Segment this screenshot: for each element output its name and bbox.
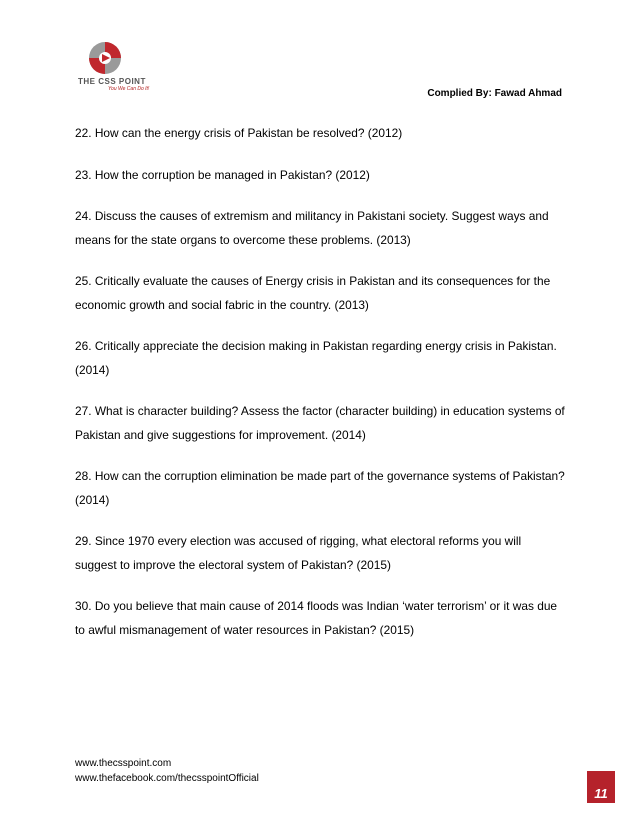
- logo-tagline: You We Can Do It!: [108, 86, 150, 92]
- question-item: 24. Discuss the causes of extremism and militancy in Pakistani society. Suggest ways and means for the state organs to overcome these problems. (2013): [75, 209, 549, 247]
- question-item: 30. Do you believe that main cause of 2014 floods was Indian ‘water terrorism’ or it was due to awful mismanagement of water resources in Pakistan? (2015): [75, 599, 558, 637]
- page-number: 11: [587, 771, 615, 803]
- footer: [75, 756, 259, 786]
- question-list: [75, 122, 565, 660]
- question-item: 29. Since 1970 every election was accused of rigging, what electoral reforms you will suggest to improve the electoral system of Pakistan? (2015): [75, 534, 522, 572]
- question-item: 23. How the corruption be managed in Pakistan? (2012): [75, 167, 370, 182]
- facebook-link[interactable]: www.thefacebook.com/thecsspointOfficial: [75, 773, 259, 784]
- website-link[interactable]: www.thecsspoint.com: [75, 758, 172, 769]
- question-item: 28. How can the corruption elimination be made part of the governance systems of Pakistan? (2014): [75, 469, 565, 507]
- question-item: 27. What is character building? Assess the factor (character building) in education systems of Pakistan and give suggestions for improvement. (2014): [75, 404, 565, 442]
- question-item: 25. Critically evaluate the causes of Energy crisis in Pakistan and its consequences for the economic growth and social fabric in the country. (2013): [75, 274, 551, 312]
- compiled-by: Complied By: Fawad Ahmad: [427, 88, 562, 99]
- question-item: 22. How can the energy crisis of Pakistan be resolved? (2012): [75, 126, 403, 140]
- question-item: 26. Critically appreciate the decision making in Pakistan regarding energy crisis in Pakistan. (2014): [75, 339, 557, 377]
- logo-text: THE CSS POINT: [78, 77, 146, 86]
